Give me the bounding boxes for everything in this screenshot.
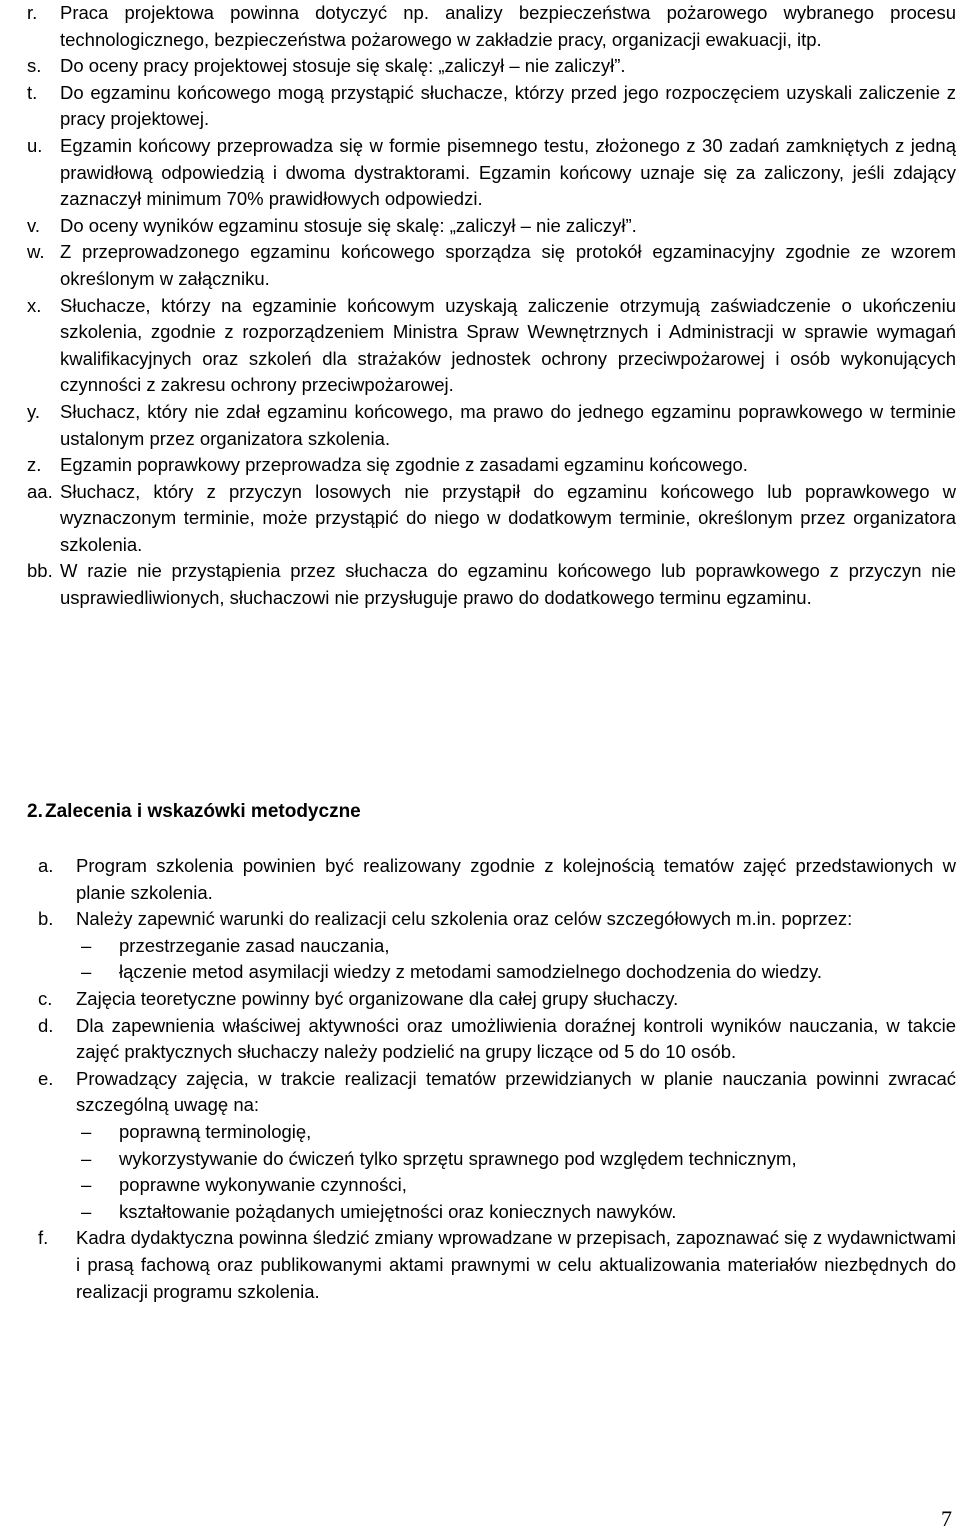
list-marker: f. [38, 1227, 49, 1249]
dash-item [76, 959, 956, 986]
list-marker: y. [27, 400, 41, 422]
list-marker: v. [27, 214, 41, 236]
list-item-text: Słuchacz, który z przyczyn losowych nie przystąpił do egzaminu końcowego lub poprawkowego w wyznaczonym terminie, może przystąpić do niego w dodatkowym terminie, określonym przez organizatora szkolenia. [60, 480, 956, 555]
dash-item-text: poprawną terminologię, [119, 1120, 312, 1142]
list-item-text: Należy zapewnić warunki do realizacji celu szkolenia oraz celów szczegółowych m.in. poprzez: [76, 908, 853, 930]
list-item [0, 133, 956, 213]
list-item [0, 906, 956, 986]
dash-item [76, 1172, 956, 1199]
list-marker: u. [27, 134, 43, 156]
list-item-text: Zajęcia teoretyczne powinny być organizowane dla całej grupy słuchaczy. [76, 987, 679, 1009]
list-item [0, 213, 956, 240]
list-item [0, 1225, 956, 1305]
list-item-text: Prowadzący zajęcia, w trakcie realizacji tematów przewidzianych w planie nauczania powinni zwracać szczególną uwagę na: [76, 1067, 956, 1116]
list-marker: bb. [27, 560, 53, 582]
list-item [0, 1013, 956, 1066]
list-marker: z. [27, 454, 42, 476]
list-item-text: Kadra dydaktyczna powinna śledzić zmiany wprowadzane w przepisach, zapoznawać się z wydawnictwami i prasą fachową oraz publikowanymi aktami prawnymi w celu aktualizowania materiałów niezbędnych do realizacji programu szkolenia. [76, 1227, 956, 1302]
list-marker: d. [38, 1014, 54, 1036]
dash-bullet: – [81, 1120, 92, 1142]
list-item-text: Dla zapewnienia właściwej aktywności oraz umożliwienia doraźnej kontroli wyników nauczania, w takcie zajęć praktycznych słuchaczy należy podzielić na grupy liczące od 5 do 10 osób. [76, 1014, 956, 1063]
list-marker: s. [27, 55, 42, 77]
list-item [0, 293, 956, 399]
list-item [0, 53, 956, 80]
list-item [0, 558, 956, 611]
list-item-text: Słuchacz, który nie zdał egzaminu końcowego, ma prawo do jednego egzaminu poprawkowego w terminie ustalonym przez organizatora szkolenia. [60, 400, 956, 449]
dash-item [76, 1146, 956, 1173]
dash-item-text: wykorzystywanie do ćwiczeń tylko sprzętu sprawnego pod względem technicznym, [119, 1147, 797, 1169]
list-item-text: Do oceny pracy projektowej stosuje się skalę: „zaliczył – nie zaliczył”. [60, 55, 626, 77]
list-item-text: W razie nie przystąpienia przez słuchacza do egzaminu końcowego lub poprawkowego z przyczyn nie usprawiedliwionych, słuchaczowi nie przysługuje prawo do dodatkowego terminu egzaminu. [60, 560, 956, 609]
dash-bullet: – [81, 1200, 92, 1222]
list-item-text: Egzamin poprawkowy przeprowadza się zgodnie z zasadami egzaminu końcowego. [60, 454, 748, 476]
list-item-text: Do oceny wyników egzaminu stosuje się skalę: „zaliczył – nie zaliczył”. [60, 214, 637, 236]
exam-rules-list [0, 0, 960, 612]
list-item-text: Z przeprowadzonego egzaminu końcowego sporządza się protokół egzaminacyjny zgodnie ze wzorem określonym w załączniku. [60, 241, 956, 289]
list-marker: e. [38, 1067, 54, 1089]
list-marker: r. [27, 2, 38, 23]
list-marker: t. [27, 81, 38, 103]
list-marker: a. [38, 855, 54, 876]
dash-item-text: przestrzeganie zasad nauczania, [119, 934, 390, 956]
list-item [0, 399, 956, 452]
list-item [0, 239, 956, 292]
list-marker: b. [38, 908, 54, 930]
dash-item-text: kształtowanie pożądanych umiejętności oraz koniecznych nawyków. [119, 1200, 677, 1222]
methodology-list [0, 853, 960, 1305]
list-item-text: Słuchacze, którzy na egzaminie końcowym uzyskają zaliczenie otrzymują zaświadczenie o ukończeniu szkolenia, zgodnie z rozporządzeniem Ministra Spraw Wewnętrznych i Administracji w sprawie wymagań kwalifikacyjnych oraz szkoleń dla strażaków jednostek ochrony przeciwpożarowej i osób wykonujących czynności z zakresu ochrony przeciwpożarowej. [60, 294, 956, 396]
page-number: 7 [941, 1506, 952, 1531]
list-marker: aa. [27, 480, 53, 502]
dash-item-text: łączenie metod asymilacji wiedzy z metodami samodzielnego dochodzenia do wiedzy. [119, 961, 823, 983]
list-item [0, 80, 956, 133]
list-item [0, 986, 956, 1013]
list-item-text: Egzamin końcowy przeprowadza się w formie pisemnego testu, złożonego z 30 zadań zamkniętych z jedną prawidłową odpowiedzią i dwoma dystraktorami. Egzamin końcowy uznaje się za zaliczony, jeśli zdający zaznaczył minimum 70% prawidłowych odpowiedzi. [60, 134, 956, 210]
list-item [0, 479, 956, 559]
dash-item [76, 933, 956, 960]
dash-list [76, 1119, 956, 1225]
list-item [0, 0, 956, 53]
list-item [0, 1066, 956, 1226]
dash-item-text: poprawne wykonywanie czynności, [119, 1174, 407, 1196]
list-marker: x. [27, 294, 42, 316]
dash-bullet: – [81, 934, 92, 956]
section-title: Zalecenia i wskazówki metodyczne [45, 801, 361, 822]
dash-bullet: – [81, 1174, 92, 1196]
dash-bullet: – [81, 1147, 92, 1169]
dash-list [76, 933, 956, 986]
list-item-text: Program szkolenia powinien być realizowany zgodnie z kolejnością tematów zajęć przedstawionych w planie szkolenia. [76, 855, 956, 903]
dash-item [76, 1119, 956, 1146]
section-number: 2. [27, 801, 43, 822]
list-marker: w. [27, 241, 45, 263]
list-item-text: Do egzaminu końcowego mogą przystąpić słuchacze, którzy przed jego rozpoczęciem uzyskali zaliczenie z pracy projektowej. [60, 81, 956, 130]
list-item [0, 853, 956, 906]
dash-item [76, 1199, 956, 1226]
list-item [0, 452, 956, 479]
list-marker: c. [38, 987, 53, 1009]
dash-bullet: – [81, 961, 92, 983]
list-item-text: Praca projektowa powinna dotyczyć np. analizy bezpieczeństwa pożarowego wybranego procesu technologicznego, bezpieczeństwa pożarowego w zakładzie pracy, organizacji ewakuacji, itp. [60, 2, 956, 50]
